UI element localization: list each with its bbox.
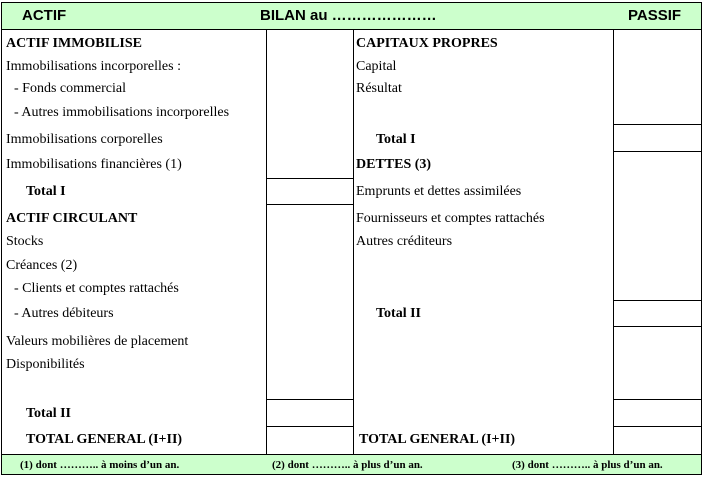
immo-incorporelles-label: Immobilisations incorporelles : [6, 59, 181, 74]
header-actif: ACTIF [22, 7, 67, 24]
actif-total2-top-rule [266, 399, 353, 400]
header-passif: PASSIF [628, 7, 682, 24]
actif-total1-top-rule [266, 178, 353, 179]
dettes-title: DETTES (3) [356, 157, 432, 172]
autres-incorporelles-label: - Autres immobilisations incorporelles [14, 105, 230, 120]
header-band [2, 3, 701, 30]
passif-total-general-label: TOTAL GENERAL (I+II) [359, 432, 516, 447]
passif-total2-label: Total II [376, 306, 422, 321]
actif-amount-col-left-rule [266, 30, 267, 454]
passif-total1-bottom-rule [613, 151, 701, 152]
autres-debiteurs-label: - Autres débiteurs [14, 306, 114, 321]
passif-amount-col-left-rule [613, 30, 614, 454]
footer-notes [2, 454, 701, 474]
passif-grand-bottom-rule [613, 426, 701, 427]
actif-total1-bottom-rule [266, 204, 353, 205]
autres-crediteurs-label: Autres créditeurs [356, 234, 453, 249]
actif-circulant-title: ACTIF CIRCULANT [6, 211, 138, 226]
footnote-2: (2) dont ……….. à plus d’un an. [272, 459, 423, 471]
header-title: BILAN au ………………… [260, 7, 437, 24]
capital-label: Capital [356, 59, 397, 74]
footnote-1: (1) dont ……….. à moins d’un an. [20, 459, 180, 471]
actif-total2-label: Total II [26, 406, 72, 421]
capitaux-propres-title: CAPITAUX PROPRES [356, 36, 498, 51]
vmp-label: Valeurs mobilières de placement [6, 334, 189, 349]
footnote-3: (3) dont ……….. à plus d’un an. [512, 459, 663, 471]
actif-immobilise-title: ACTIF IMMOBILISE [6, 36, 143, 51]
clients-label: - Clients et comptes rattachés [14, 281, 179, 296]
fonds-commercial-label: - Fonds commercial [14, 81, 126, 96]
passif-total1-label: Total I [376, 132, 416, 147]
immo-financieres-label: Immobilisations financières (1) [6, 157, 182, 172]
stocks-label: Stocks [6, 234, 44, 249]
passif-total2-bottom-rule [613, 326, 701, 327]
immo-corporelles-label: Immobilisations corporelles [6, 132, 163, 147]
fournisseurs-label: Fournisseurs et comptes rattachés [356, 211, 545, 226]
balance-sheet [1, 2, 702, 475]
center-divider [353, 30, 354, 454]
passif-grand-top-rule [613, 399, 701, 400]
resultat-label: Résultat [356, 81, 402, 96]
actif-total2-bottom-rule [266, 426, 353, 427]
passif-total2-top-rule [613, 300, 701, 301]
actif-total1-label: Total I [26, 184, 66, 199]
emprunts-label: Emprunts et dettes assimilées [356, 184, 522, 199]
disponibilites-label: Disponibilités [6, 357, 85, 372]
passif-total1-top-rule [613, 124, 701, 125]
creances-label: Créances (2) [6, 258, 78, 273]
actif-total-general-label: TOTAL GENERAL (I+II) [26, 432, 183, 447]
